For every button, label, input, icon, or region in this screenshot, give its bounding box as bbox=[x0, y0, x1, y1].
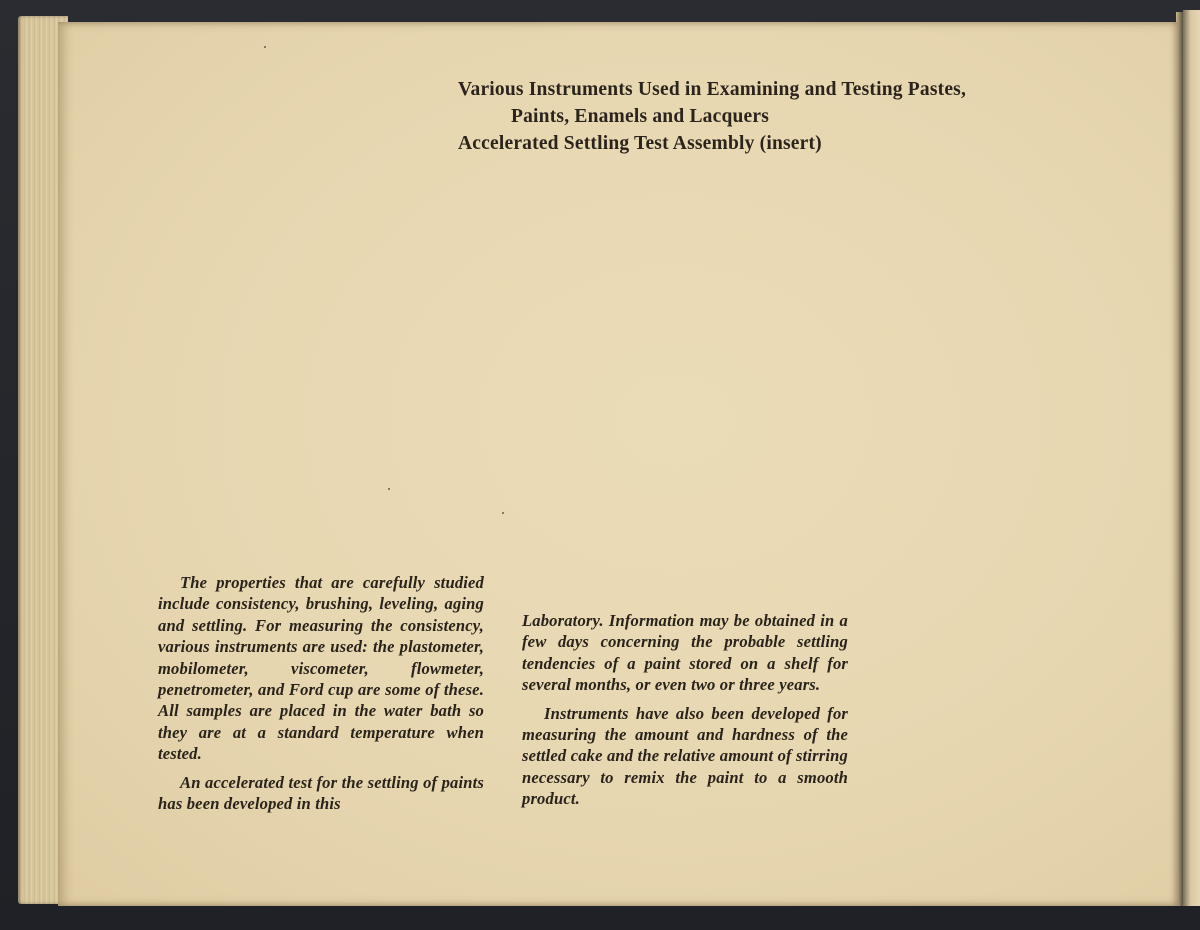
heading-line-1: Various Instruments Used in Examining and Testing Pastes, bbox=[458, 79, 967, 100]
paper-speck bbox=[388, 488, 390, 490]
paragraph-laboratory: Laboratory. Information may be obtained in a few days concerning the probable settling tendencies of a paint stored on a shelf for several months, or even two or three years. bbox=[522, 611, 848, 695]
paragraph-accelerated-test: An accelerated test for the settling of paints has been developed in this bbox=[158, 772, 484, 814]
text-column-right bbox=[522, 610, 848, 810]
heading-line-3: Accelerated Settling Test Assembly (insert) bbox=[458, 133, 822, 154]
facing-page-edge bbox=[1183, 10, 1200, 906]
text-column-left bbox=[158, 572, 484, 814]
paper-speck bbox=[264, 46, 266, 48]
page-heading bbox=[458, 76, 1158, 157]
book-page bbox=[58, 22, 1178, 906]
heading-line-2: Paints, Enamels and Lacquers bbox=[511, 106, 770, 127]
paragraph-properties: The properties that are carefully studied include consistency, brushing, leveling, aging and settling. For measuring the consistency, various instruments are used: the plastometer, mobilometer, viscometer, flowmeter, penetrometer, and Ford cup are some of these. All samples are placed in the water bath so they are at a standard temperature when tested. bbox=[158, 573, 484, 764]
paper-speck bbox=[502, 512, 504, 514]
paragraph-instruments: Instruments have also been developed for measuring the amount and hardness of the settled cake and the relative amount of stirring necessary to remix the paint to a smooth product. bbox=[522, 703, 848, 809]
